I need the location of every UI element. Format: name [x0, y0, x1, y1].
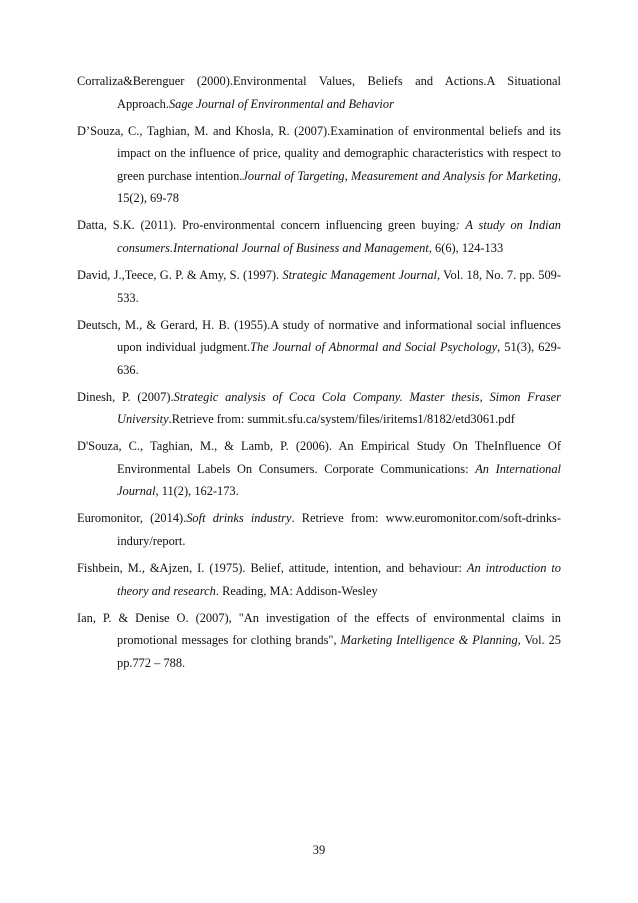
- reference-author: David, J.,Teece, G. P. & Amy, S. (1997).: [77, 267, 283, 282]
- reference-author: Ian, P. & Denise O. (2007), "An investigation of the effects of environmental claims in promotional messages for clothing brands",: [77, 610, 561, 648]
- reference-author: Euromonitor, (2014).: [77, 511, 187, 526]
- reference-title: Sage Journal of Environmental and Behavior: [168, 96, 394, 111]
- reference-author: D'Souza, C., Taghian, M., & Lamb, P. (2006). An Empirical Study On TheInfluence Of Environmental Labels On Consumers. Corporate Communications:: [77, 439, 561, 476]
- reference-title: An introduction to theory and research: [117, 561, 561, 598]
- reference-title: Strategic analysis of Coca Cola Company. Master thesis, Simon Fraser University: [117, 389, 561, 427]
- reference-title: Marketing Intelligence & Planning: [340, 633, 518, 648]
- reference-entry: [77, 507, 561, 552]
- reference-entry: [77, 70, 561, 115]
- reference-entry: [77, 264, 561, 309]
- reference-details: , Vol. 18, No. 7. pp. 509-533.: [117, 267, 561, 305]
- reference-title: Journal of Targeting, Measurement and Analysis for Marketing: [242, 168, 558, 183]
- reference-details: , 6(6), 124-133: [428, 240, 504, 255]
- reference-entry: [77, 557, 561, 602]
- reference-entry: [77, 386, 561, 431]
- reference-details: , Vol. 25 pp.772 – 788.: [117, 633, 561, 670]
- reference-details: , 11(2), 162-173.: [155, 484, 239, 499]
- reference-author: Dinesh, P. (2007).: [77, 389, 174, 404]
- reference-details: . Retrieve from: www.euromonitor.com/soft-drinks-indury/report.: [117, 511, 561, 549]
- reference-author: D’Souza, C., Taghian, M. and Khosla, R. (2007).Examination of environmental beliefs and its impact on the influence of price, quality and demographic characteristics with respect to green purchase intention.: [77, 123, 561, 183]
- reference-entry: [77, 435, 561, 503]
- reference-author: Fishbein, M., &Ajzen, I. (1975). Belief, attitude, intention, and behaviour:: [77, 561, 467, 575]
- reference-details: . Reading, MA: Addison-Wesley: [215, 583, 378, 598]
- reference-title: : A study on Indian consumers.International Journal of Business and Management: [117, 218, 561, 255]
- reference-details: , 51(3), 629-636.: [117, 340, 561, 377]
- reference-list: [77, 70, 561, 679]
- reference-title: An International Journal: [117, 461, 561, 499]
- page-number: 39: [312, 843, 326, 857]
- reference-author: Deutsch, M., & Gerard, H. B. (1955).A study of normative and informational social influences upon individual judgment.: [77, 317, 561, 355]
- reference-title: Strategic Management Journal: [282, 267, 437, 282]
- reference-details: , 15(2), 69-78: [117, 168, 561, 206]
- reference-entry: [77, 607, 561, 675]
- reference-author: Corraliza&Berenguer (2000).Environmental Values, Beliefs and Actions.A Situational Approach.: [77, 74, 561, 111]
- reference-title: Soft drinks industry: [186, 511, 292, 526]
- reference-entry: [77, 214, 561, 259]
- reference-details: .Retrieve from: summit.sfu.ca/system/files/iritems1/8182/etd3061.pdf: [168, 412, 515, 427]
- reference-title: The Journal of Abnormal and Social Psychology: [250, 340, 498, 355]
- reference-entry: [77, 120, 561, 210]
- reference-entry: [77, 314, 561, 382]
- reference-author: Datta, S.K. (2011). Pro-environmental concern influencing green buying: [77, 218, 456, 233]
